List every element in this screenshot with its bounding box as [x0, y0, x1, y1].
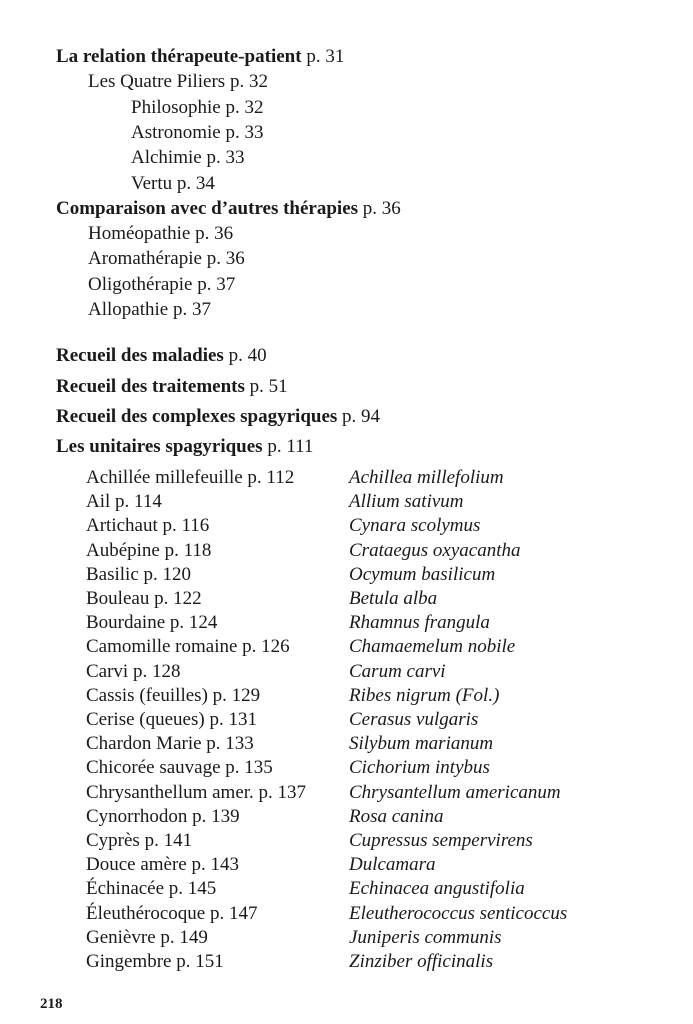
- toc-entry: [88, 297, 211, 322]
- toc-entry: [56, 196, 401, 221]
- plant-latin-name: Echinacea angustifolia: [349, 878, 525, 899]
- plant-french-name: Chicorée sauvage p. 135: [86, 757, 273, 778]
- list-item: [0, 514, 693, 538]
- toc-entry: [88, 221, 233, 246]
- toc-entry-page: p. 31: [301, 46, 345, 67]
- list-item: [0, 829, 693, 853]
- plant-latin-name: Cichorium intybus: [349, 757, 490, 778]
- toc-entry-title: Allopathie: [88, 299, 169, 320]
- section-title: Recueil des traitements: [56, 376, 245, 397]
- list-item: [0, 805, 693, 829]
- list-item: [0, 490, 693, 514]
- list-item: [0, 756, 693, 780]
- list-item: [0, 781, 693, 805]
- toc-entry: [131, 171, 215, 196]
- list-item: [0, 466, 693, 490]
- list-item: [0, 902, 693, 926]
- list-item: [0, 950, 693, 974]
- plant-french-name: Douce amère p. 143: [86, 854, 239, 875]
- plant-french-name: Bouleau p. 122: [86, 588, 202, 609]
- plant-latin-name: Crataegus oxyacantha: [349, 540, 521, 561]
- section-entry: [56, 343, 267, 368]
- list-item: [0, 539, 693, 563]
- toc-entry-title: Aromathérapie: [88, 248, 202, 269]
- toc-entry-page: p. 37: [192, 274, 236, 295]
- section-page: p. 40: [223, 345, 267, 366]
- list-item: [0, 853, 693, 877]
- plant-french-name: Chardon Marie p. 133: [86, 733, 254, 754]
- plant-french-name: Carvi p. 128: [86, 661, 181, 682]
- section-title: Recueil des maladies: [56, 345, 224, 366]
- toc-entry-title: Les Quatre Piliers: [88, 71, 226, 92]
- list-item: [0, 611, 693, 635]
- toc-entry-page: p. 36: [190, 223, 234, 244]
- list-item: [0, 708, 693, 732]
- page-number: 218: [40, 996, 63, 1012]
- list-item: [0, 684, 693, 708]
- section-entry: [56, 374, 288, 399]
- section-page: p. 94: [337, 406, 381, 427]
- toc-entry: [88, 69, 268, 94]
- toc-entry-title: Homéopathie: [88, 223, 191, 244]
- plant-french-name: Échinacée p. 145: [86, 878, 217, 899]
- toc-entry: [131, 95, 263, 120]
- toc-entry-page: p. 33: [201, 147, 245, 168]
- plant-latin-name: Cerasus vulgaris: [349, 709, 479, 730]
- toc-entry-title: La relation thérapeute-patient: [56, 46, 302, 67]
- toc-entry-page: p. 34: [172, 173, 215, 194]
- plant-latin-name: Cynara scolymus: [349, 515, 481, 536]
- plant-french-name: Basilic p. 120: [86, 564, 192, 585]
- plant-latin-name: Chrysantellum americanum: [349, 782, 561, 803]
- plant-french-name: Cynorrhodon p. 139: [86, 806, 240, 827]
- plant-latin-name: Allium sativum: [349, 491, 464, 512]
- toc-entry-title: Philosophie: [131, 97, 221, 118]
- toc-entry-page: p. 36: [358, 198, 401, 219]
- list-item: [0, 660, 693, 684]
- section-page: p. 51: [244, 376, 288, 397]
- toc-entry: [131, 120, 263, 145]
- plant-french-name: Artichaut p. 116: [86, 515, 210, 536]
- toc-entry-page: p. 32: [220, 97, 264, 118]
- list-item: [0, 587, 693, 611]
- plant-french-name: Éleuthérocoque p. 147: [86, 903, 258, 924]
- section-title: Les unitaires spagyriques: [56, 436, 263, 457]
- toc-entry: [88, 246, 245, 271]
- toc-entry-title: Alchimie: [131, 147, 202, 168]
- plant-latin-name: Ocymum basilicum: [349, 564, 496, 585]
- plant-latin-name: Achillea millefolium: [349, 467, 504, 488]
- plant-latin-name: Carum carvi: [349, 661, 446, 682]
- section-title: Recueil des complexes spagyriques: [56, 406, 338, 427]
- plant-french-name: Gingembre p. 151: [86, 951, 224, 972]
- plant-latin-name: Eleutherococcus senticoccus: [349, 903, 568, 924]
- toc-entry-page: p. 37: [168, 299, 211, 320]
- toc-entry-page: p. 36: [201, 248, 245, 269]
- plant-latin-name: Juniperis communis: [349, 927, 502, 948]
- plant-french-name: Chrysanthellum amer. p. 137: [86, 782, 307, 803]
- plant-latin-name: Rosa canina: [349, 806, 444, 827]
- toc-entry: [56, 44, 344, 69]
- toc-entry-title: Oligothérapie: [88, 274, 193, 295]
- plant-latin-name: Rhamnus frangula: [349, 612, 490, 633]
- plant-latin-name: Cupressus sempervirens: [349, 830, 533, 851]
- plant-latin-name: Zinziber officinalis: [349, 951, 494, 972]
- toc-entry-page: p. 33: [220, 122, 264, 143]
- plant-french-name: Ail p. 114: [86, 491, 162, 512]
- plant-french-name: Achillée millefeuille p. 112: [86, 467, 295, 488]
- toc-entry-page: p. 32: [225, 71, 268, 92]
- list-item: [0, 732, 693, 756]
- toc-entry-title: Comparaison avec d’autres thérapies: [56, 198, 359, 219]
- toc-entry: [88, 272, 235, 297]
- list-item: [0, 563, 693, 587]
- plant-latin-name: Silybum marianum: [349, 733, 494, 754]
- section-entry: [56, 434, 313, 459]
- plant-french-name: Genièvre p. 149: [86, 927, 208, 948]
- section-entry: [56, 404, 380, 429]
- list-item: [0, 926, 693, 950]
- plant-french-name: Cassis (feuilles) p. 129: [86, 685, 261, 706]
- plant-latin-name: Betula alba: [349, 588, 438, 609]
- section-page: p. 111: [262, 436, 314, 457]
- toc-entry-title: Vertu: [131, 173, 173, 194]
- plant-french-name: Aubépine p. 118: [86, 540, 212, 561]
- toc-entry-title: Astronomie: [131, 122, 221, 143]
- plant-latin-name: Chamaemelum nobile: [349, 636, 516, 657]
- plant-latin-name: Ribes nigrum (Fol.): [349, 685, 500, 706]
- list-item: [0, 877, 693, 901]
- plant-french-name: Camomille romaine p. 126: [86, 636, 290, 657]
- plant-latin-name: Dulcamara: [349, 854, 436, 875]
- plant-french-name: Cyprès p. 141: [86, 830, 193, 851]
- toc-entry: [131, 145, 244, 170]
- list-item: [0, 635, 693, 659]
- plant-french-name: Cerise (queues) p. 131: [86, 709, 257, 730]
- plant-french-name: Bourdaine p. 124: [86, 612, 218, 633]
